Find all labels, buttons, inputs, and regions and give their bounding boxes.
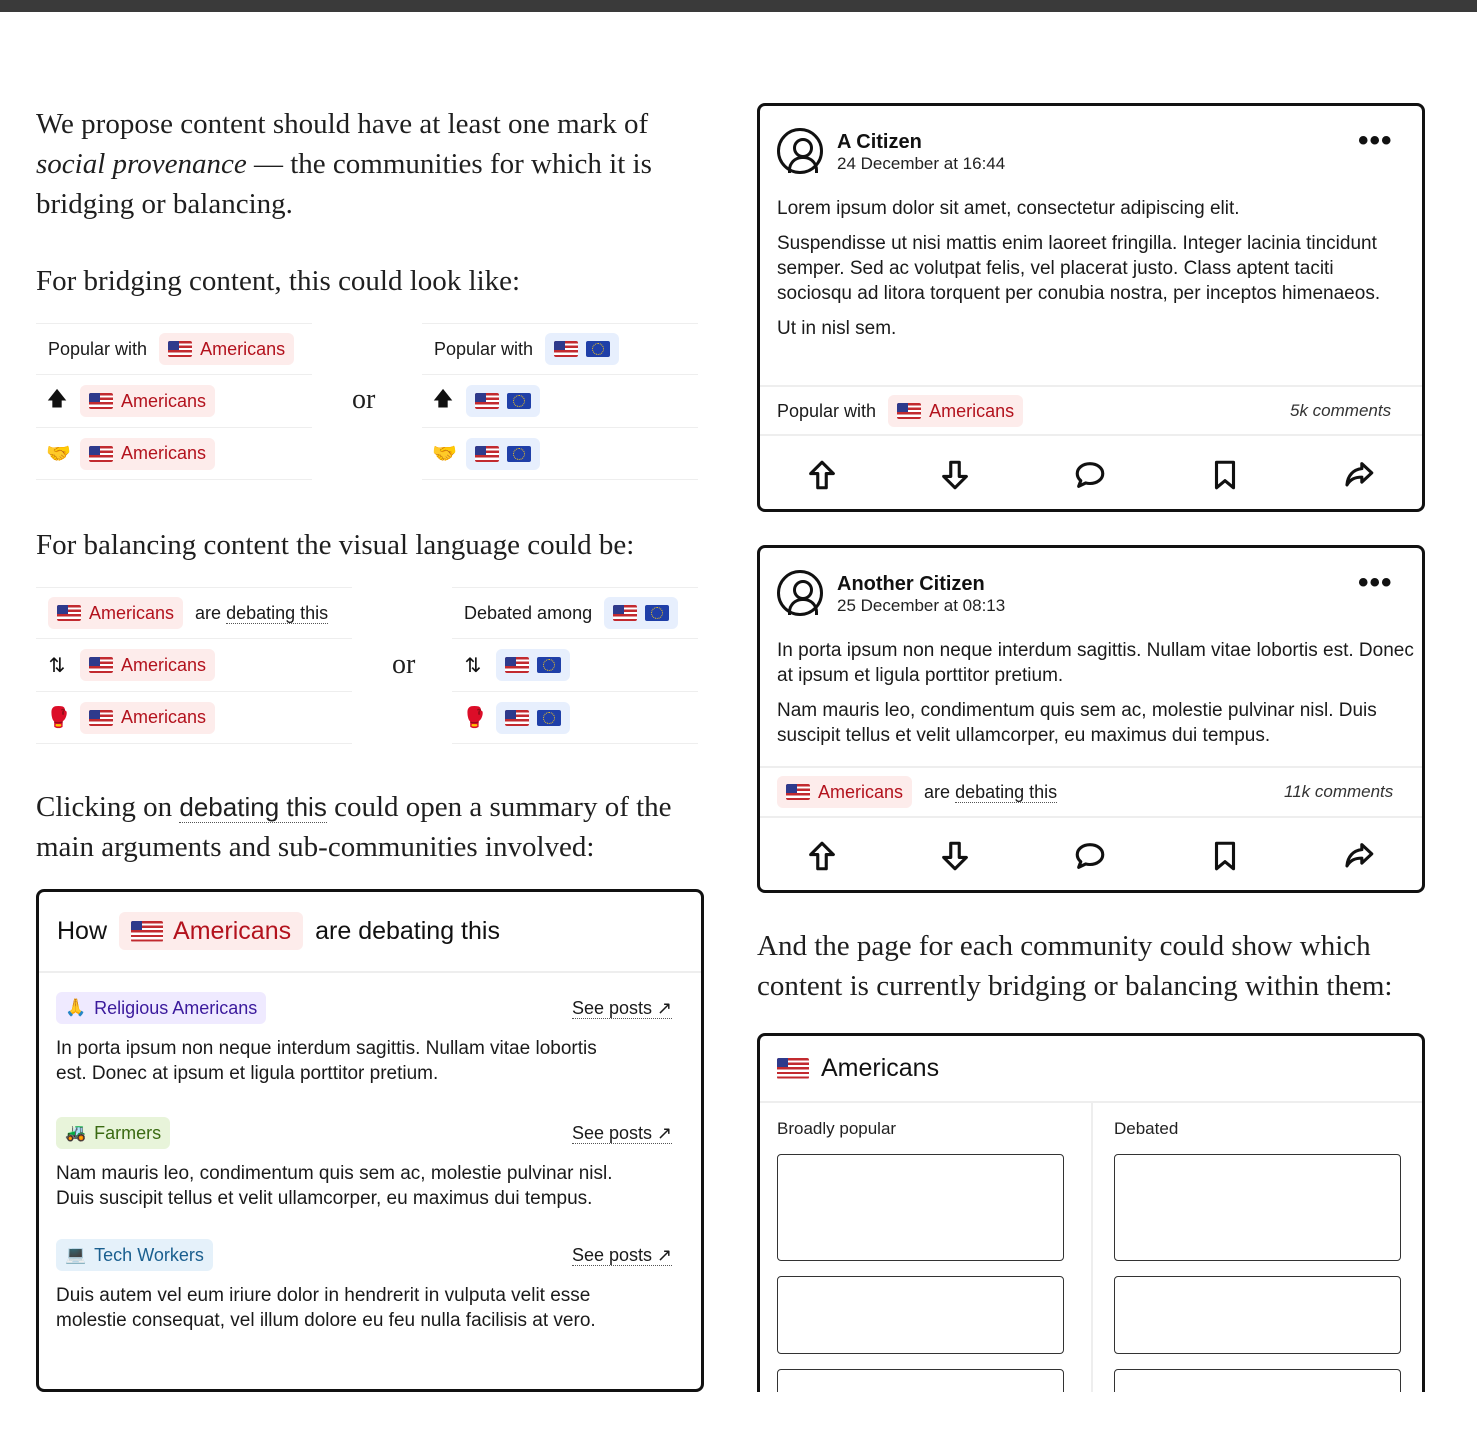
- community-chip-americans[interactable]: [777, 776, 912, 808]
- debating-text: [924, 782, 1057, 803]
- post-author[interactable]: Another Citizen: [837, 573, 985, 595]
- provenance-badge: [777, 776, 1057, 808]
- us-flag-icon: [168, 341, 192, 357]
- chip-label: Americans: [929, 400, 1015, 421]
- downvote-button[interactable]: [935, 836, 975, 876]
- chip-label: Americans: [200, 338, 286, 359]
- balancing-row-debated-among: [452, 587, 698, 638]
- community-chip-americans[interactable]: [888, 395, 1023, 427]
- column-divider: [1091, 1102, 1093, 1402]
- or-label: or: [392, 649, 416, 680]
- clicking-paragraph: [36, 787, 716, 867]
- post-paragraph: Nam mauris leo, condimentum quis sem ac, molestie pulvinar nisl. Duis suscipit tellus et velit ullamcorper, eu maximus dui tempus.: [777, 700, 1377, 746]
- bridging-row-handshake-flags: [422, 427, 698, 480]
- community-chip-us-eu[interactable]: [466, 438, 540, 470]
- popular-with-label: Popular with: [48, 338, 148, 359]
- more-options-icon[interactable]: •••: [1358, 124, 1393, 157]
- us-flag-icon: [57, 605, 81, 621]
- chip-label: Americans: [121, 390, 207, 411]
- us-flag-icon: [554, 341, 578, 357]
- debating-this-link[interactable]: debating this: [955, 781, 1058, 802]
- sub-community-chip-religious[interactable]: [56, 992, 266, 1024]
- up-down-arrows-icon: ⇅: [48, 654, 66, 677]
- summary-line: molestie consequat, vel illum dolore eu feu nulla facilisis at vero.: [56, 1310, 596, 1331]
- panel-title: [57, 912, 500, 950]
- see-posts-link[interactable]: [572, 1245, 672, 1266]
- arrow-up-outline-icon: [805, 458, 839, 492]
- boxing-glove-icon: 🥊: [462, 707, 487, 729]
- summary-line: est. Donec at ipsum et ligula porttitor pretium.: [56, 1063, 439, 1084]
- post-paragraph: Ut in nisl sem.: [777, 318, 897, 339]
- intro-line-3: bridging or balancing.: [36, 188, 293, 220]
- community-page-title: [777, 1054, 939, 1083]
- post-divider: [760, 816, 1425, 818]
- community-name: Americans: [821, 1054, 940, 1082]
- community-chip-americans[interactable]: [80, 438, 215, 470]
- bookmark-button[interactable]: [1205, 455, 1245, 495]
- eu-flag-icon: [586, 341, 610, 357]
- community-chip-americans[interactable]: [159, 333, 294, 365]
- eu-flag-icon: [537, 710, 561, 726]
- see-posts-label: See posts ↗: [572, 1245, 673, 1265]
- post-body: [777, 196, 1407, 351]
- bridging-row-popular: [36, 323, 312, 374]
- balancing-row-boxing: [36, 691, 352, 744]
- community-intro: [757, 926, 1447, 1006]
- arrow-up-outline-icon: [805, 839, 839, 873]
- us-flag-icon: [89, 393, 113, 409]
- intro-line-1: We propose content should have at least one mark of: [36, 108, 649, 140]
- click-after: could open a summary of the: [326, 791, 672, 823]
- us-flag-icon: [89, 710, 113, 726]
- debating-this-link[interactable]: debating this: [226, 602, 329, 623]
- debated-among-label: Debated among: [464, 602, 593, 623]
- eu-flag-icon: [507, 446, 531, 462]
- balancing-heading: For balancing content the visual language could be:: [36, 529, 635, 561]
- post-divider: [760, 434, 1425, 436]
- bridging-heading: For bridging content, this could look like:: [36, 265, 521, 297]
- bottom-mask: [740, 1392, 1477, 1436]
- avatar-icon[interactable]: [777, 570, 823, 616]
- community-chip-us-eu[interactable]: [545, 333, 619, 365]
- post-divider: [760, 385, 1425, 387]
- intro-line-2: — the communities for which it is: [246, 148, 652, 180]
- community-chip-americans[interactable]: [80, 385, 215, 417]
- column-header-popular: Broadly popular: [777, 1119, 897, 1138]
- balancing-row-boxing-flags: [452, 691, 698, 744]
- handshake-icon: 🤝: [432, 443, 457, 465]
- popular-with-label: Popular with: [777, 400, 877, 421]
- us-flag-icon: [777, 1058, 809, 1079]
- share-arrow-icon: [1342, 458, 1376, 492]
- debating-text: [195, 603, 328, 624]
- community-chip-americans[interactable]: [80, 649, 215, 681]
- arrow-down-outline-icon: [938, 839, 972, 873]
- sub-community-chip-tech-workers[interactable]: [56, 1239, 213, 1271]
- chip-label: Americans: [121, 443, 207, 463]
- intro-italic: social provenance: [36, 148, 247, 180]
- comment-count[interactable]: 5k comments: [1290, 401, 1392, 420]
- content-slot[interactable]: [777, 1276, 1064, 1354]
- chip-label: Americans: [89, 602, 175, 623]
- bookmark-button[interactable]: [1205, 836, 1245, 876]
- community-chip-us-eu[interactable]: [466, 385, 540, 417]
- more-options-icon[interactable]: •••: [1358, 566, 1393, 599]
- column-header-debated: Debated: [1114, 1119, 1179, 1138]
- are-word: are: [195, 602, 222, 623]
- debate-summary-panel: [36, 889, 704, 1392]
- arrow-down-outline-icon: [938, 458, 972, 492]
- chip-label: Tech Workers: [94, 1244, 204, 1265]
- tractor-icon: 🚜: [65, 1123, 87, 1142]
- panel-how: How: [57, 916, 108, 945]
- community-chip-us-eu[interactable]: [496, 649, 570, 681]
- bookmark-icon: [1208, 839, 1242, 873]
- bookmark-icon: [1208, 458, 1242, 492]
- share-arrow-icon: [1342, 839, 1376, 873]
- community-chip-americans[interactable]: [80, 702, 215, 734]
- post-paragraph: Suspendisse ut nisi mattis enim laoreet fringilla. Integer lacinia tincidunt semper. Sed ac volutpat felis, vel placerat justo. Class aptent taciti sociosqu ad litora torquent per conubia nostra, per inceptos himenaeos.: [777, 233, 1381, 304]
- bridging-row-handshake: [36, 427, 312, 480]
- share-button[interactable]: [1339, 836, 1379, 876]
- see-posts-link[interactable]: [572, 1123, 672, 1144]
- share-button[interactable]: [1339, 455, 1379, 495]
- see-posts-label: See posts ↗: [572, 1123, 673, 1143]
- balancing-row-updown: [36, 638, 352, 691]
- chip-label: Americans: [818, 781, 904, 802]
- boxing-glove-icon: 🥊: [46, 707, 71, 729]
- us-flag-icon: [613, 605, 637, 621]
- group-summary: [56, 1161, 613, 1211]
- post-date: 24 December at 16:44: [837, 154, 1006, 173]
- click-line-2: main arguments and sub-communities involved:: [36, 831, 595, 863]
- us-flag-icon: [505, 657, 529, 673]
- chip-label: Farmers: [94, 1122, 162, 1143]
- bridging-row-up-flags: [422, 374, 698, 427]
- intro-paragraph: [36, 104, 716, 224]
- chip-label: Religious Americans: [94, 997, 258, 1018]
- see-posts-label: See posts ↗: [572, 998, 673, 1018]
- praying-hands-icon: 🙏: [65, 998, 87, 1017]
- speech-bubble-icon: [1073, 458, 1107, 492]
- community-page-panel: [757, 1033, 1425, 1436]
- balancing-row-debating: [36, 587, 352, 638]
- handshake-icon: 🤝: [46, 443, 71, 465]
- summary-line: In porta ipsum non neque interdum sagittis. Nullam vitae lobortis: [56, 1038, 597, 1059]
- post-author[interactable]: A Citizen: [837, 131, 922, 153]
- eu-flag-icon: [507, 393, 531, 409]
- debating-this-link[interactable]: debating this: [179, 792, 327, 822]
- downvote-button[interactable]: [935, 455, 975, 495]
- click-before: Clicking on: [36, 791, 180, 823]
- up-down-arrows-icon: ⇅: [464, 654, 482, 677]
- group-summary: [56, 1036, 597, 1086]
- post-paragraph: In porta ipsum non neque interdum sagittis. Nullam vitae lobortis est. Donec at ipsum et ligula porttitor pretium.: [777, 640, 1414, 686]
- laptop-icon: 💻: [65, 1245, 87, 1264]
- us-flag-icon: [89, 446, 113, 462]
- community-intro-line: content is currently bridging or balancing within them:: [757, 970, 1393, 1002]
- us-flag-icon: [475, 393, 499, 409]
- comment-count[interactable]: 11k comments: [1284, 782, 1394, 801]
- bridging-row-up: [36, 374, 312, 427]
- avatar-icon[interactable]: [777, 128, 823, 174]
- group-summary: [56, 1283, 596, 1333]
- comment-button[interactable]: [1070, 836, 1110, 876]
- arrow-up-icon: 🡅: [432, 388, 454, 410]
- post-paragraph: Lorem ipsum dolor sit amet, consectetur adipiscing elit.: [777, 198, 1240, 219]
- us-flag-icon: [786, 784, 810, 800]
- post-card: [757, 545, 1425, 893]
- content-slot[interactable]: [777, 1154, 1064, 1261]
- community-chip-americans[interactable]: [48, 597, 183, 629]
- bridging-row-popular-flags: [422, 323, 698, 374]
- panel-divider: [39, 971, 704, 973]
- post-body: [777, 638, 1417, 758]
- post-date: 25 December at 08:13: [837, 596, 1006, 615]
- chip-label: Americans: [173, 916, 292, 945]
- post-card: [757, 103, 1425, 512]
- see-posts-link[interactable]: [572, 998, 672, 1019]
- or-label: or: [352, 384, 376, 415]
- us-flag-icon: [89, 657, 113, 673]
- chip-label: Americans: [121, 707, 207, 727]
- content-slot[interactable]: [1114, 1154, 1401, 1261]
- community-chip-americans[interactable]: [119, 912, 303, 950]
- comment-button[interactable]: [1070, 455, 1110, 495]
- community-chip-us-eu[interactable]: [496, 702, 570, 734]
- upvote-button[interactable]: [802, 455, 842, 495]
- us-flag-icon: [897, 403, 921, 419]
- eu-flag-icon: [645, 605, 669, 621]
- summary-line: Duis suscipit tellus et velit ullamcorper, eu maximus dui tempus.: [56, 1188, 593, 1209]
- upvote-button[interactable]: [802, 836, 842, 876]
- are-word: are: [924, 781, 951, 802]
- chip-label: Americans: [121, 654, 207, 675]
- popular-with-label: Popular with: [434, 338, 534, 359]
- balancing-row-updown-flags: [452, 638, 698, 691]
- eu-flag-icon: [537, 657, 561, 673]
- us-flag-icon: [475, 446, 499, 462]
- window-top-bar: [0, 0, 1477, 12]
- provenance-badge: [777, 395, 1023, 427]
- arrow-up-icon: 🡅: [46, 388, 68, 410]
- content-slot[interactable]: [1114, 1276, 1401, 1354]
- panel-suffix: are debating this: [315, 916, 500, 945]
- post-divider: [760, 766, 1425, 768]
- sub-community-chip-farmers[interactable]: [56, 1117, 170, 1149]
- speech-bubble-icon: [1073, 839, 1107, 873]
- us-flag-icon: [131, 921, 163, 942]
- summary-line: Nam mauris leo, condimentum quis sem ac, molestie pulvinar nisl.: [56, 1163, 613, 1184]
- community-intro-line: And the page for each community could show which: [757, 930, 1371, 962]
- community-divider: [760, 1101, 1425, 1103]
- us-flag-icon: [505, 710, 529, 726]
- community-chip-us-eu[interactable]: [604, 597, 678, 629]
- summary-line: Duis autem vel eum iriure dolor in hendrerit in vulputa velit esse: [56, 1285, 591, 1306]
